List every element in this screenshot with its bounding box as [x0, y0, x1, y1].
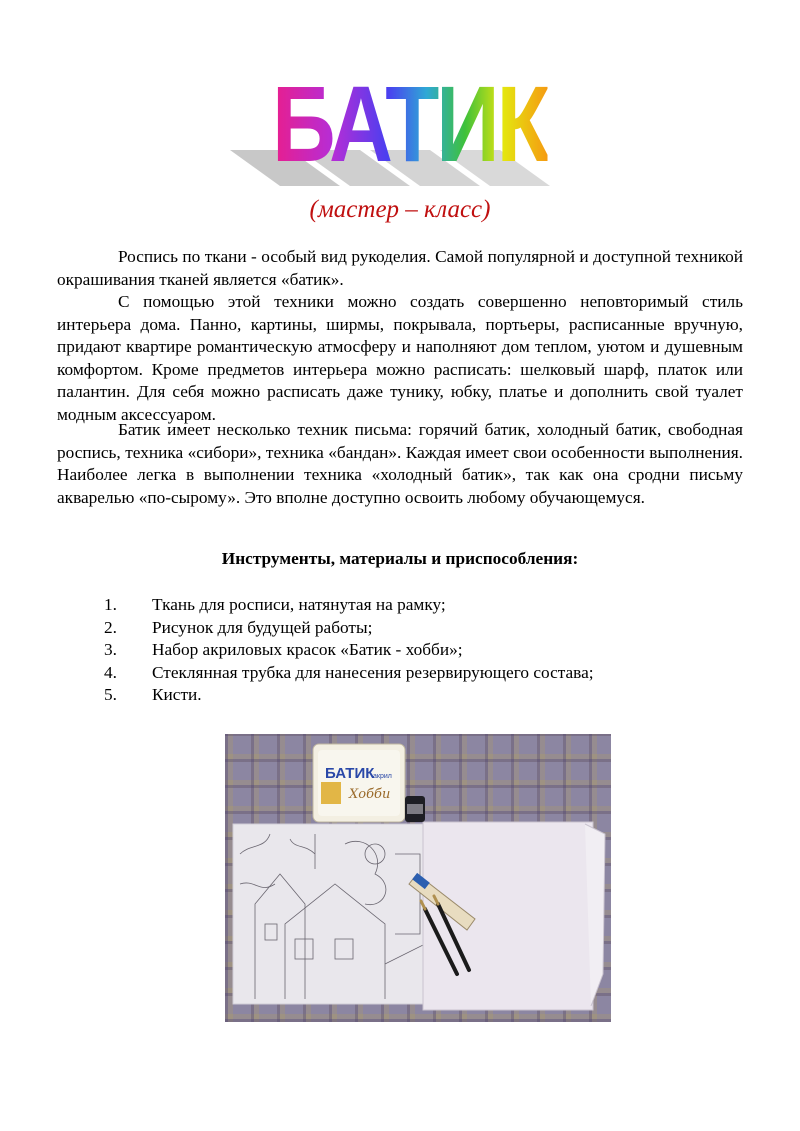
list-item: 2. Рисунок для будущей работы;	[104, 617, 373, 637]
paragraph-2: С помощью этой техники можно создать совершенно неповторимый стиль интерьера дома. Панно, картины, ширмы, покрывала, портьеры, расписанные вручную, придают квартире романтическую атмосферу и наполняют дом теплом, уютом и душевным комфортом. Кроме предметов интерьера можно расписать: шелковый шарф, платок или палантин. Для себя можно расписать даже тунику, юбку, платье и дополнить свой туалет модным аксессуаром.	[57, 292, 743, 424]
materials-photo	[225, 734, 611, 1022]
title-block	[230, 63, 590, 188]
paint-box	[313, 744, 405, 822]
svg-text:Хобби: Хобби	[349, 787, 391, 802]
section-heading: Инструменты, материалы и приспособления:	[221, 549, 579, 568]
svg-text:БАТИК: БАТИК	[325, 765, 375, 782]
materials-list	[104, 594, 594, 707]
drawing-sheet	[233, 824, 433, 1004]
paint-jar	[405, 796, 425, 822]
paragraph-3: Батик имеет несколько техник письма: горячий батик, холодный батик, свободная роспись, техника «сибори», техника «бандан». Каждая имеет свои особенности выполнения. Наиболее легка в выполнении техника «холодный батик», так как она сродни письму акварелью «по-сырому». Это вполне доступно освоить любому обучающемуся.	[57, 420, 743, 507]
list-item: 3. Набор акриловых красок «Батик - хобби»;	[104, 640, 463, 659]
page-title: БАТИК	[272, 63, 548, 184]
subtitle: (мастер – класс)	[309, 196, 491, 223]
paragraph-1: Роспись по ткани - особый вид рукоделия. Самой популярной и доступной техникой окрашивания тканей является «батик».	[57, 247, 743, 289]
list-item: 1. Ткань для росписи, натянутая на рамку;	[104, 595, 446, 614]
list-item: 5. Кисти.	[104, 685, 202, 704]
svg-text:акрил: акрил	[373, 773, 392, 780]
list-item: 4. Стеклянная трубка для нанесения резервирующего состава;	[104, 662, 594, 682]
